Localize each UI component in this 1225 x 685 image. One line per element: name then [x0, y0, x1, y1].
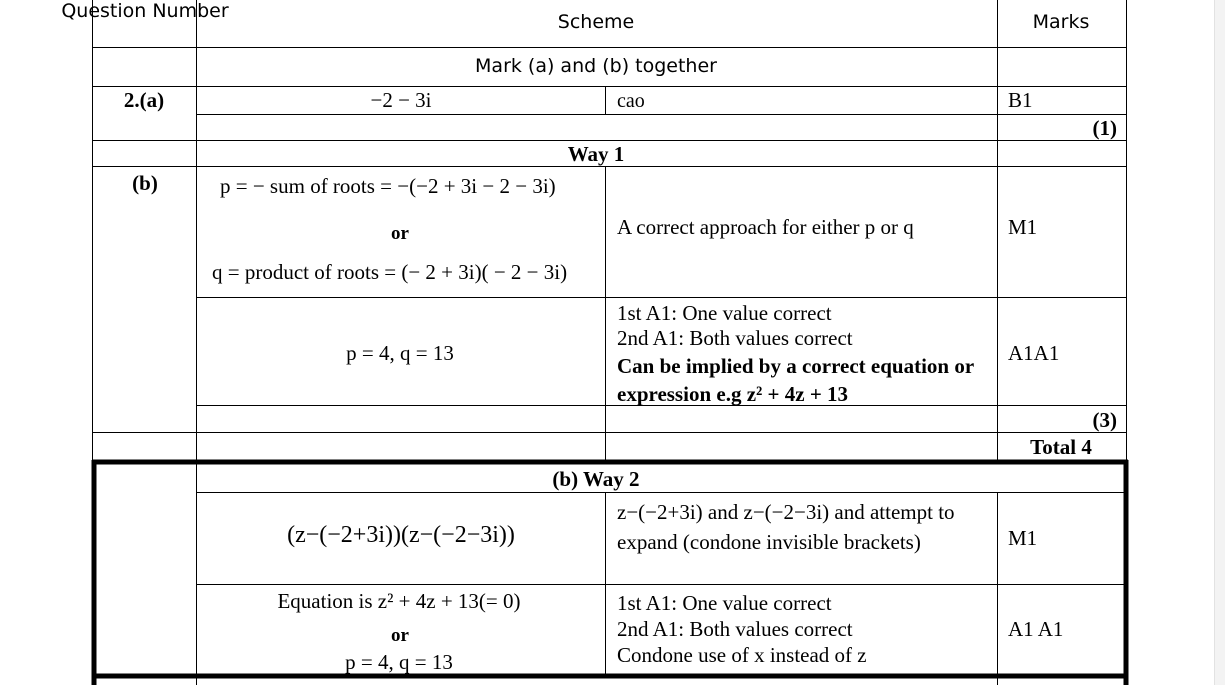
- way2-m1-note: z−(−2+3i) and z−(−2−3i) and attempt to expand (condone invisible brackets): [617, 500, 955, 554]
- part-b-label: (b): [132, 171, 158, 195]
- way2-factors: (z−(−2+3i))(z−(−2−3i)): [287, 522, 515, 548]
- way2-a1-mark: A1 A1: [1008, 617, 1064, 641]
- part-a-label: 2.(a): [123, 88, 165, 112]
- p-sum-of-roots: p = − sum of roots = −(−2 + 3i − 2 − 3i): [220, 174, 556, 198]
- a1-second-note: 2nd A1: Both values correct: [617, 326, 853, 350]
- note-mark-together: Mark (a) and (b) together: [475, 55, 717, 77]
- part-b-subtotal: (3): [1092, 408, 1117, 432]
- way2-p-q-values: p = 4, q = 13: [345, 650, 453, 674]
- part-a-mark: B1: [1008, 88, 1033, 112]
- vertical-scrollbar[interactable]: [1214, 0, 1225, 685]
- a1-first-note: 1st A1: One value correct: [617, 301, 832, 325]
- way2-a1-first-note: 1st A1: One value correct: [617, 591, 832, 615]
- marks-header: Marks: [1032, 11, 1090, 33]
- part-a-subtotal: (1): [1092, 116, 1117, 140]
- m1-note: A correct approach for either p or q: [617, 215, 914, 239]
- a1-implied-note: Can be implied by a correct equation or expression e.g z² + 4z + 13: [617, 354, 974, 406]
- way1-heading: Way 1: [567, 142, 625, 166]
- way2-condone-note: Condone use of x instead of z: [617, 643, 867, 667]
- p-q-values: p = 4, q = 13: [346, 341, 454, 365]
- part-a-answer: −2 − 3i: [370, 88, 432, 112]
- q-product-of-roots: q = product of roots = (− 2 + 3i)( − 2 − 3i): [212, 260, 568, 284]
- way2-heading: (b) Way 2: [552, 467, 640, 491]
- part-a-note: cao: [617, 90, 645, 112]
- way2-m1-mark: M1: [1008, 526, 1038, 550]
- a1a1-mark: A1A1: [1008, 341, 1060, 365]
- way2-a1-second-note: 2nd A1: Both values correct: [617, 617, 853, 641]
- or-text: or: [391, 223, 409, 244]
- m1-mark: M1: [1008, 215, 1038, 239]
- question-number-header: Question Number: [61, 0, 229, 22]
- way2-or-text: or: [391, 625, 409, 646]
- scheme-header: Scheme: [557, 11, 635, 33]
- total-marks: Total 4: [1030, 435, 1092, 459]
- way2-equation: Equation is z² + 4z + 13(= 0): [277, 589, 521, 613]
